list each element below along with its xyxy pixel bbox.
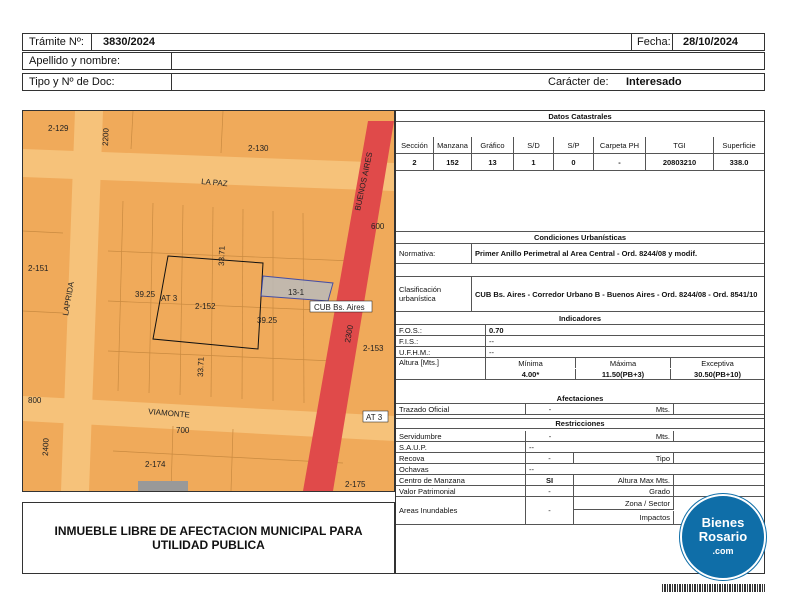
indicadores-title: Indicadores <box>558 313 602 323</box>
apellido-label: Apellido y nombre: <box>29 55 121 67</box>
value-superficie: 338.0 <box>729 157 749 167</box>
tipo-doc-row <box>22 73 765 91</box>
map-label-33-71-bottom: 33.71 <box>196 356 206 378</box>
minima-value: 4.00* <box>486 369 576 379</box>
restricciones-title: Restricciones <box>555 419 605 428</box>
minima-label: Mínima <box>486 358 576 368</box>
value-seccion: 2 <box>396 154 434 170</box>
fis-label: F.I.S.: <box>396 336 486 346</box>
map-label-buenos-aires: BUENOS AIRES <box>353 151 375 212</box>
centro-label: Centro de Manzana <box>396 475 526 485</box>
header-superficie: Superficie <box>722 140 756 150</box>
fos-value: 0.70 <box>489 325 504 335</box>
map-label-13-1: 13-1 <box>288 288 305 297</box>
map-label-viamonte: VIAMONTE <box>147 407 191 420</box>
map-label-2300: 2300 <box>343 324 356 344</box>
header-manzana: Manzana <box>434 137 472 153</box>
map-label-2-174: 2-174 <box>145 460 166 469</box>
map-label-39-25-right: 39.25 <box>257 316 278 325</box>
trazado-value: - <box>548 404 552 414</box>
logo-line3: .com <box>712 546 734 556</box>
map-label-2-129: 2-129 <box>48 124 69 133</box>
map-label-cub: CUB Bs. Aires <box>314 303 365 312</box>
ochavas-label: Ochavas <box>396 464 526 474</box>
excepcional-label: Exceptiva <box>701 358 734 368</box>
condiciones-title: Condiciones Urbanísticas <box>533 233 627 242</box>
note-box: INMUEBLE LIBRE DE AFECTACION MUNICIPAL PARA UTILIDAD PUBLICA <box>22 502 395 574</box>
catastrales-value-row <box>396 154 764 171</box>
saup-value: -- <box>529 442 534 452</box>
saup-label: S.A.U.P. <box>396 442 526 452</box>
logo-line2: Rosario <box>698 529 748 544</box>
areas-label: Areas Inundables <box>396 497 526 524</box>
map-label-2-130: 2-130 <box>248 144 269 153</box>
fecha-label: Fecha: <box>637 36 671 48</box>
trazado-unit: Mts. <box>574 404 674 414</box>
header-sp: S/P <box>554 137 594 153</box>
centro-value: SI <box>526 475 574 485</box>
apellido-row <box>22 52 765 70</box>
catastrales-header-row <box>396 137 764 154</box>
catastrales-title: Datos Catastrales <box>548 111 612 121</box>
map-label-2400: 2400 <box>41 437 51 457</box>
areas-value: - <box>526 497 574 524</box>
valor-value: - <box>526 486 574 496</box>
caracter-label: Carácter de: <box>548 76 609 88</box>
clasificacion-value: CUB Bs. Aires - Corredor Urbano B - Buenos Aires - Ord. 8244/08 - Ord. 8541/10 <box>475 289 758 299</box>
maxima-label: Máxima <box>576 358 671 368</box>
servidumbre-unit: Mts. <box>574 431 674 441</box>
valor-right: Grado <box>574 486 674 496</box>
caracter-value: Interesado <box>626 76 682 88</box>
value-sp: 0 <box>554 154 594 170</box>
header-grafico: Gráfico <box>472 137 514 153</box>
map-label-at3-left: AT 3 <box>161 294 178 303</box>
recova-label: Recova <box>396 453 526 463</box>
map-label-33-71-top: 33.71 <box>217 245 227 267</box>
centro-right: Altura Max Mts. <box>574 475 674 485</box>
bienes-rosario-logo <box>680 494 766 580</box>
recova-value: - <box>526 453 574 463</box>
fecha-value: 28/10/2024 <box>683 36 739 48</box>
normativa-value: Primer Anillo Perimetral al Area Central - Ord. 8244/08 y modif. <box>475 249 698 258</box>
tramite-value: 3830/2024 <box>103 36 155 48</box>
valor-label: Valor Patrimonial <box>396 486 526 496</box>
map-label-2-175: 2-175 <box>345 480 366 489</box>
value-tgi: 20803210 <box>646 154 714 170</box>
fos-label: F.O.S.: <box>396 325 486 335</box>
tipo-doc-label: Tipo y Nº de Doc: <box>29 76 115 88</box>
map-label-2-153: 2-153 <box>363 344 384 353</box>
tramite-label: Trámite Nº: <box>29 36 84 48</box>
value-carpeta-ph: - <box>594 154 646 170</box>
map-label-2-152: 2-152 <box>195 302 216 311</box>
cadastral-map <box>22 110 395 492</box>
fis-value: -- <box>489 336 494 346</box>
normativa-label: Normativa: <box>396 244 472 263</box>
logo-line1: Bienes <box>701 515 745 530</box>
header-tgi: TGI <box>646 137 714 153</box>
impactos-label: Impactos <box>574 511 674 524</box>
zona-label: Zona / Sector <box>574 497 674 510</box>
excepcional-value: 30.50(PB+10) <box>694 369 741 379</box>
map-label-700: 700 <box>176 426 190 435</box>
header-sd: S/D <box>514 137 554 153</box>
map-label-la-paz: LA PAZ <box>200 177 229 189</box>
map-label-2200: 2200 <box>101 127 111 147</box>
afectaciones-title: Afectaciones <box>556 393 604 403</box>
header-carpeta-ph: Carpeta PH <box>594 137 646 153</box>
altura-label: Altura [Mts.] <box>396 358 486 379</box>
map-label-600: 600 <box>371 222 385 231</box>
ochavas-value: -- <box>529 464 534 474</box>
clasificacion-label: Clasificación urbanística <box>396 277 472 311</box>
tramite-row <box>22 33 765 51</box>
trazado-label: Trazado Oficial <box>396 404 526 414</box>
value-sd: 1 <box>514 154 554 170</box>
map-label-laprida: LAPRIDA <box>61 281 76 317</box>
map-label-39-25-left: 39.25 <box>135 290 156 299</box>
servidumbre-value: - <box>548 431 552 441</box>
value-manzana: 152 <box>434 154 472 170</box>
maxima-value: 11.50(PB+3) <box>576 369 671 379</box>
ufhm-label: U.F.H.M.: <box>396 347 486 357</box>
header-seccion: Sección <box>396 137 434 153</box>
map-label-at3-right: AT 3 <box>366 413 383 422</box>
ufhm-value: -- <box>489 347 494 357</box>
value-grafico: 13 <box>472 154 514 170</box>
map-label-2-151: 2-151 <box>28 264 49 273</box>
map-label-800: 800 <box>28 396 42 405</box>
barcode <box>662 584 765 592</box>
servidumbre-label: Servidumbre <box>396 431 526 441</box>
recova-unit: Tipo <box>574 453 674 463</box>
